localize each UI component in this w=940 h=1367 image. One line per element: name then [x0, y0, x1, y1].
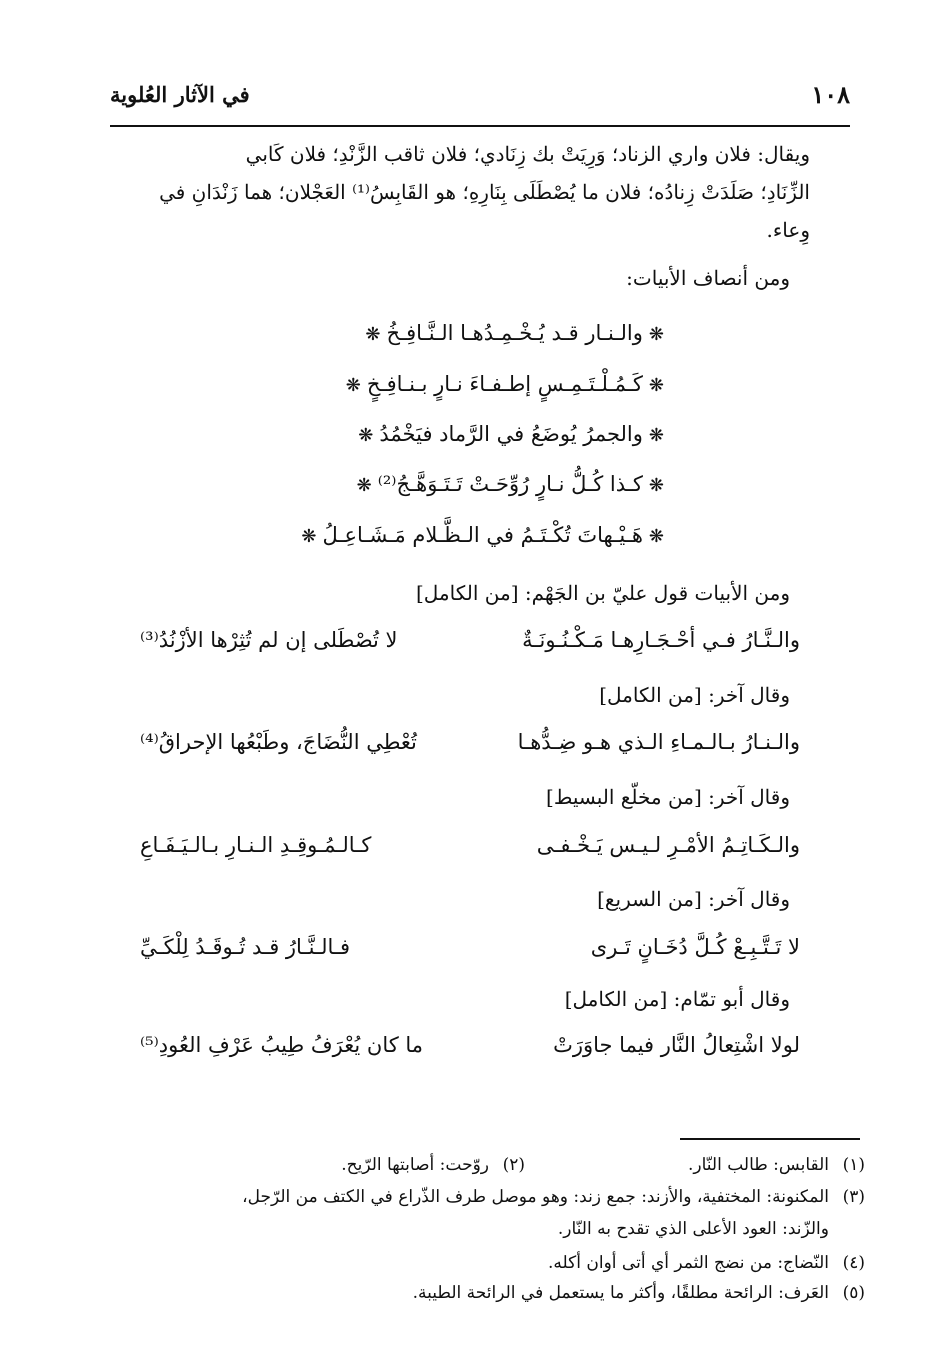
hemistich [295, 520, 670, 552]
hemistich [340, 369, 670, 401]
star-icon: ❋ [648, 425, 664, 446]
star-icon: ❋ [648, 475, 664, 496]
footnote-number: (٢) [502, 1155, 525, 1175]
footnote-rule [680, 1138, 860, 1140]
footnote-text: روّحت: أصابتها الرّيح. [341, 1155, 489, 1175]
verse-intro: وقال أبو تمّام: [من الكامل] [564, 987, 790, 1011]
footnote [548, 1250, 865, 1276]
verse-ajuz: فـالـنَّـارُ قـد تُـوقَـدُ لِلْكَـيِّ [140, 935, 351, 959]
paragraph-line: ويقال: فلان واري الزناد؛ وَرِيَتْ بك زِنَادي؛ فلان ثاقب الزَّنْدِ؛ فلان كَابي [245, 142, 810, 166]
star-icon: ❋ [648, 526, 664, 547]
footnote [341, 1152, 525, 1178]
footnote-number: (٥) [842, 1283, 865, 1303]
verse-sadr: والـنـارُ بـالـمـاءِ الـذي هـو ضِـدُّهـا [517, 730, 800, 754]
page-number: ١٠٨ [811, 80, 850, 109]
verse-sadr: والـكَـاتِـمُ الأمْـرِ لـيـس يَـخْـفـى [536, 833, 800, 857]
hemistich [352, 419, 670, 451]
hemistich [351, 469, 670, 501]
footnote-number: (٤) [842, 1253, 865, 1273]
star-icon: ❋ [648, 375, 664, 396]
verse-intro: وقال آخر: [من الكامل] [599, 683, 790, 707]
star-icon: ❋ [358, 425, 374, 446]
verse-sadr: والـنَّـارُ فـي أحْـجَـارِهـا مَـكْـنُـونَـةٌ [522, 628, 800, 652]
verse-sadr: لولا اشْتِعالُ النَّار فيما جاوَرَتْ [553, 1033, 800, 1057]
footnote-text: والزّند: العود الأعلى الذي تقدح به النّار. [557, 1219, 829, 1239]
paragraph-line: وِعاء. [766, 218, 810, 242]
verse-ajuz: لا تُصْطَلى إن لم تُثِرْها الأزْنُدُ⁽³⁾ [140, 628, 398, 652]
footnote [413, 1280, 865, 1306]
verse-ajuz: ما كان يُعْرَفُ طِيبُ عَرْفِ العُودِ⁽⁵⁾ [140, 1033, 424, 1057]
footnote-text: المكنونة: المختفية، والأزند: جمع زند: وهو موصل طرف الذّراع في الكتف من الرّجل، [242, 1187, 829, 1207]
footnote-text: القابس: طالب النّار. [687, 1155, 829, 1175]
footnote-continuation [558, 1216, 829, 1242]
hemistich-text: والجمرُ يُوضَعُ في الرَّماد فيَخْمُدُ [379, 422, 643, 446]
star-icon: ❋ [345, 375, 361, 396]
footnote [688, 1152, 865, 1178]
verse-intro: وقال آخر: [من مخلّع البسيط] [546, 785, 790, 809]
star-icon: ❋ [365, 324, 381, 345]
header-rule [110, 125, 850, 127]
running-head: في الآثار العُلوية [110, 82, 250, 107]
verse [140, 833, 800, 867]
verse [140, 935, 800, 969]
half-verses-intro: ومن أنصاف الأبيات: [626, 266, 790, 290]
hemistich-text: والـنـار قـد يُـخْـمِـدُهـا الـنَّـافِـخُ [386, 321, 643, 345]
footnote-number: (١) [842, 1155, 865, 1175]
verse-sadr: لا تَـتَّـبِـعْ كُـلَّ دُخَـانٍ تَـرى [590, 935, 800, 959]
verse-ajuz: كـالـمُـوقِـدِ الـنـارِ بـالـيَـفَـاعِ [140, 833, 372, 857]
hemistich-text: هَـيْـهاتَ تُكْـتَـمُ في الـظَّـلام مَـشَـاعِـلُ [322, 523, 643, 547]
verse-intro: ومن الأبيات قول عليّ بن الجَهْم: [من الكامل] [415, 581, 790, 605]
footnote-text: النّضاج: من نضج الثمر أي أتى أوان أكله. [548, 1253, 829, 1273]
opening-paragraph [90, 135, 810, 249]
paragraph-line: الزِّنَادِ؛ صَلَدَتْ زِنادُه؛ فلان ما يُصْطَلَى بِنَارِهِ؛ هو القَابِسُ⁽¹⁾ العَجْلان؛ هما زَنْدَانِ في [159, 180, 810, 204]
footnote [242, 1184, 865, 1210]
star-icon: ❋ [301, 526, 317, 547]
page-header [110, 80, 850, 120]
star-icon: ❋ [648, 324, 664, 345]
hemistich-text: كَـمُـلْـتَـمِـسٍ إطـفـاءَ نـارٍ بـنـافِـخٍ [366, 372, 643, 396]
verse [140, 1033, 800, 1067]
star-icon: ❋ [356, 475, 372, 496]
footnote-text: العَرف: الرائحة مطلقًا، وأكثر ما يستعمل في الرائحة الطيبة. [412, 1283, 829, 1303]
verse [140, 730, 800, 764]
footnote-number: (٣) [842, 1187, 865, 1207]
hemistich-text: كـذا كُـلُّ نـارٍ رُوِّحَـتْ تَـتَـوَهَّـجُ⁽²⁾ [377, 472, 643, 496]
hemistich [359, 318, 670, 350]
verse-intro: وقال آخر: [من السريع] [597, 887, 790, 911]
verse [140, 628, 800, 662]
verse-ajuz: تُعْطِي النُّضَاجَ، وطَبْعُها الإحراقُ⁽⁴⁾ [140, 730, 417, 754]
